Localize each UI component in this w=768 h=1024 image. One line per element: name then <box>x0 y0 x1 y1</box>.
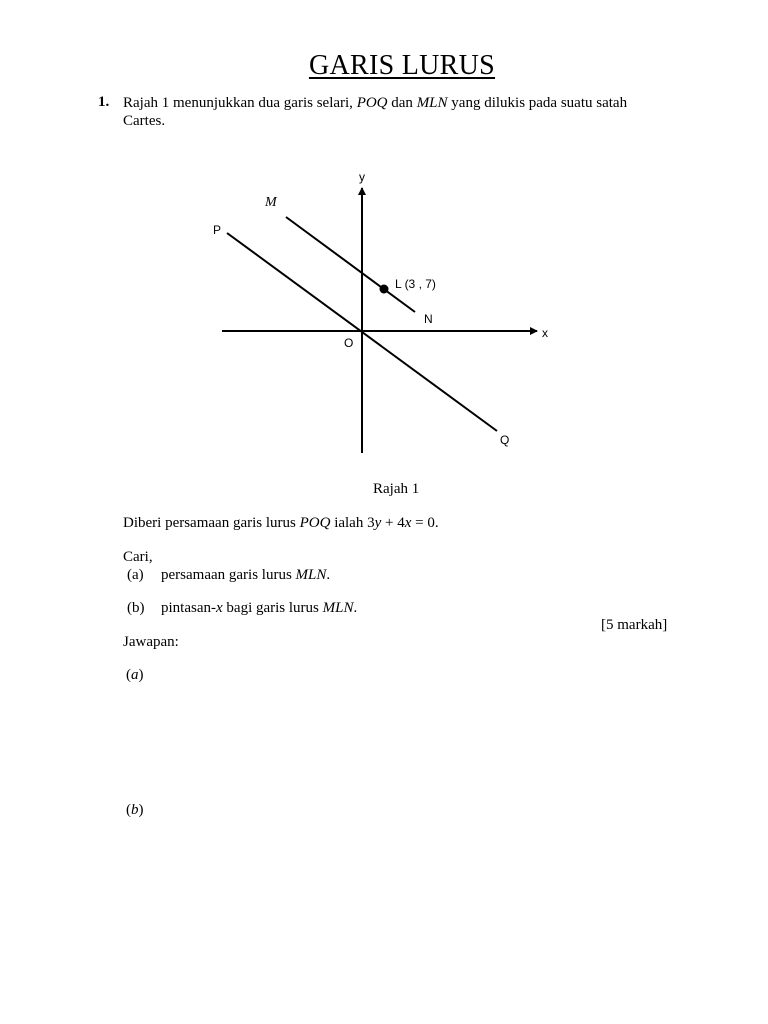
label-m: M <box>265 195 277 210</box>
answer-b-open: ( <box>126 802 131 818</box>
label-q: Q <box>500 433 510 447</box>
label-p: P <box>213 223 222 237</box>
line-mln <box>286 217 415 312</box>
given-text-4: = 0. <box>411 515 439 531</box>
point-l <box>380 285 389 294</box>
part-b-x: x <box>215 600 223 616</box>
part-b-text-2: bagi garis lurus <box>222 600 323 616</box>
part-a-end: . <box>326 567 331 583</box>
given-text-3: + 4 <box>381 515 405 531</box>
part-a-text-main: persamaan garis lurus <box>161 567 296 583</box>
part-a-mln: MLN <box>295 567 327 583</box>
part-a-text <box>161 566 330 584</box>
cartesian-diagram <box>0 0 768 470</box>
marks-label: [5 markah] <box>601 617 668 633</box>
label-origin: O <box>344 336 354 350</box>
label-n: N <box>424 312 433 326</box>
given-x: x <box>404 515 412 531</box>
answer-a-open: ( <box>126 667 131 683</box>
answer-a-letter: a <box>131 667 139 683</box>
page-title: GARIS LURUS <box>308 50 496 81</box>
answer-b-letter: b <box>131 802 139 818</box>
part-b-text-1: pintasan- <box>161 600 216 616</box>
part-b-mln: MLN <box>322 600 354 616</box>
given-equation <box>123 514 439 532</box>
part-b-text <box>161 599 357 617</box>
intro-mln: MLN <box>416 95 448 111</box>
given-poq: POQ <box>299 515 331 531</box>
given-text-2: ialah 3 <box>330 515 375 531</box>
label-y-axis: y <box>359 170 365 184</box>
answer-a-close: ) <box>138 667 144 683</box>
answer-label: Jawapan: <box>123 634 179 650</box>
intro-text-3: yang dilukis pada suatu satah <box>447 95 628 111</box>
find-label: Cari, <box>123 549 153 565</box>
part-b-end: . <box>353 600 358 616</box>
answer-a-label <box>126 666 144 684</box>
intro-text-2: dan <box>387 95 417 111</box>
answer-b-label <box>126 801 144 819</box>
label-point-l: L (3 , 7) <box>395 277 436 291</box>
part-a-label: (a) <box>127 567 144 583</box>
part-b-label: (b) <box>127 600 145 616</box>
intro-poq: POQ <box>356 95 388 111</box>
intro-text-line2: Cartes. <box>123 113 166 129</box>
intro-text-1: Rajah 1 menunjukkan dua garis selari, <box>123 95 357 111</box>
given-text-1: Diberi persamaan garis lurus <box>123 515 300 531</box>
question-number: 1. <box>98 94 110 110</box>
given-y: y <box>374 515 382 531</box>
label-x-axis: x <box>542 326 548 340</box>
answer-b-close: ) <box>138 802 144 818</box>
diagram-caption: Rajah 1 <box>373 481 420 497</box>
